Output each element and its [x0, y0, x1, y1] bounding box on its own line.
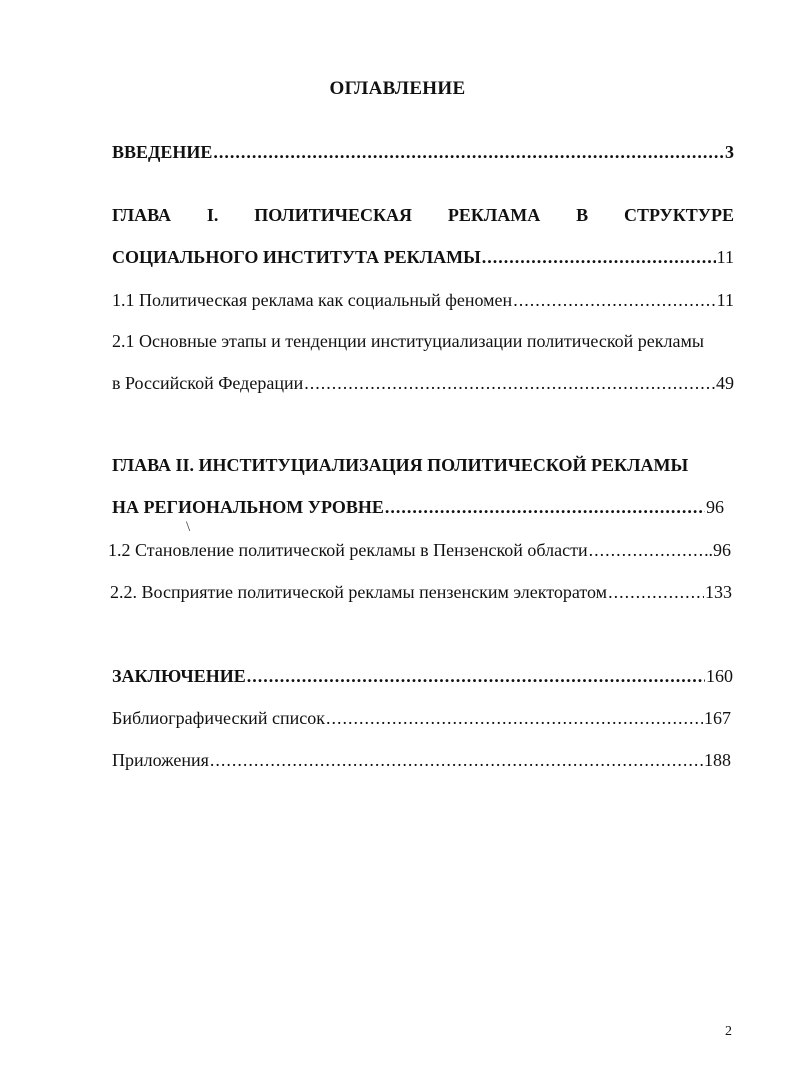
toc-title: ОГЛАВЛЕНИЕ [329, 78, 466, 99]
toc-leader-dots [385, 497, 705, 518]
toc-entry-page: 11 [716, 290, 734, 310]
toc-entry-page: 160 [706, 666, 733, 686]
toc-chapter2-heading: ГЛАВА II. ИНСТИТУЦИАЛИЗАЦИЯ ПОЛИТИЧЕСКОЙ РЕКЛАМЫ [112, 455, 689, 475]
toc-leader-dots [589, 540, 708, 561]
toc-leader-dots [482, 247, 716, 268]
chapter1-word: РЕКЛАМА [447, 205, 541, 225]
toc-entry-section-2-2 [110, 582, 732, 603]
toc-entry-section-2-1-line1: 2.1 Основные этапы и тенденции институциализации политической рекламы [112, 331, 704, 351]
toc-leader-dots [210, 750, 703, 771]
toc-entry-section-1-2 [108, 540, 731, 561]
toc-entry-label: Приложения [112, 750, 209, 770]
toc-entry-label: НА РЕГИОНАЛЬНОМ УРОВНЕ [112, 497, 384, 517]
toc-entry-page: 49 [716, 373, 734, 393]
toc-entry-chapter1 [112, 247, 734, 268]
toc-leader-dots [608, 582, 704, 603]
toc-leader-dots [304, 373, 715, 394]
toc-entry-bibliography [112, 708, 731, 729]
toc-entry-page: 188 [704, 750, 731, 770]
toc-entry-label: 1.2 Становление политической рекламы в Пензенской области [108, 540, 588, 560]
toc-entry-introduction [112, 142, 734, 163]
toc-leader-dots [213, 142, 724, 163]
page-number: 2 [725, 1024, 732, 1039]
toc-entry-label: Библиографический список [112, 708, 325, 728]
chapter1-word: ПОЛИТИЧЕСКАЯ [254, 205, 412, 225]
toc-entry-section-2-1 [112, 373, 734, 394]
toc-entry-label: в Российской Федерации [112, 373, 304, 393]
toc-entry-page: 167 [704, 708, 731, 728]
toc-entry-label: ВВЕДЕНИЕ [112, 142, 213, 162]
toc-entry-page: 3 [725, 142, 734, 162]
toc-chapter1-heading [112, 205, 734, 226]
toc-entry-page: 133 [705, 582, 732, 602]
toc-leader-dots [326, 708, 703, 729]
chapter1-word: ГЛАВА [112, 205, 172, 225]
toc-entry-page: 11 [716, 247, 734, 267]
chapter1-word: СТРУКТУРЕ [623, 205, 734, 225]
stray-mark: \ [186, 519, 191, 535]
toc-entry-conclusion [112, 666, 733, 687]
toc-entry-label: 1.1 Политическая реклама как социальный феномен [112, 290, 513, 310]
toc-entry-chapter2 [112, 497, 724, 518]
toc-entry-appendices [112, 750, 731, 771]
chapter1-word: В [576, 205, 589, 225]
toc-entry-label: 2.2. Восприятие политической рекламы пензенским электоратом [110, 582, 608, 602]
toc-leader-dots [247, 666, 705, 687]
toc-entry-page: 96 [706, 497, 724, 517]
toc-leader-dots [513, 290, 715, 311]
chapter1-word: I. [206, 205, 219, 225]
toc-entry-label: ЗАКЛЮЧЕНИЕ [112, 666, 246, 686]
toc-entry-section-1-1 [112, 290, 734, 311]
toc-entry-page: .96 [708, 540, 731, 560]
toc-entry-label: СОЦИАЛЬНОГО ИНСТИТУТА РЕКЛАМЫ [112, 247, 481, 267]
